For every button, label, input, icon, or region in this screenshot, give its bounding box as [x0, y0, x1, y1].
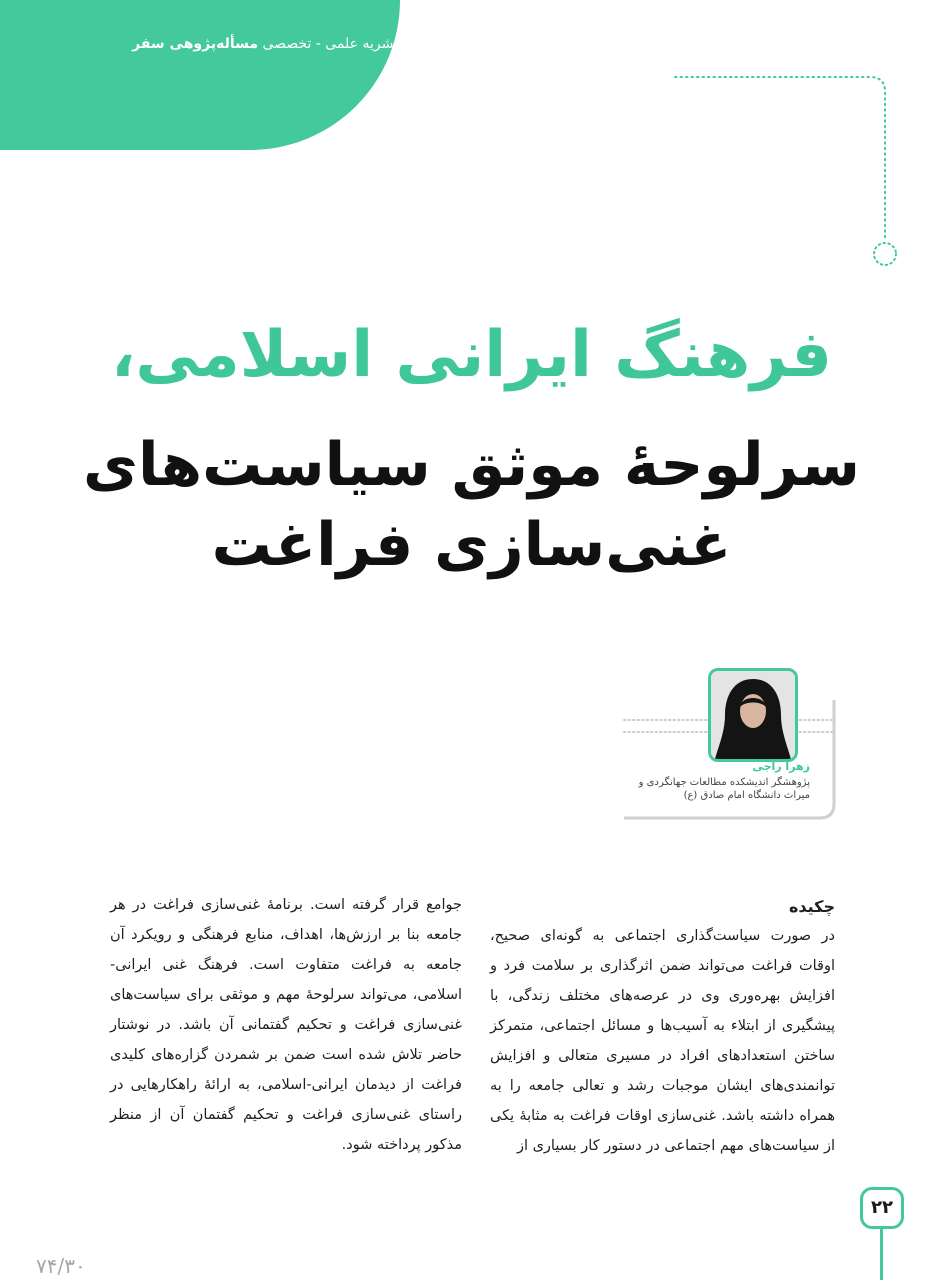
abstract-text-left: جوامع قرار گرفته است. برنامۀ غنی‌سازی فراغت در هر جامعه بنا بر ارزش‌ها، اهداف، منابع فرهنگی و رویکرد آن جامعه به فراغت متفاوت است. فرهنگ غنی ایرانی-اسلامی، می‌تواند سرلوحۀ مهم و موثقی برای سیاست‌های غنی‌سازی فراغت و تحکیم گفتمانی آن باشد. در نوشتار حاضر تلاش شده است ضمن بر شمردن گزاره‌های کلیدی فراغت از دیدمان ایرانی-اسلامی، به ارائۀ راهکارهایی در راستای غنی‌سازی فراغت و تحکیم گفتمان آن از منظر مذکور پرداخته شود.	[110, 897, 462, 1153]
abstract-text-right: در صورت سیاست‌گذاری اجتماعی به گونه‌ای صحیح، اوقات فراغت می‌تواند ضمن اثرگذاری بر سلامت فرد و افزایش بهره‌وری وی در عرصه‌های مختلف زندگی، با پیشگیری از ابتلاء به آسیب‌ها و مسائل اجتماعی، متمرکز ساختن استعدادهای افراد در مسیری متعالی و افزایش توانمندی‌های ایشان موجبات رشد و تعالی جامعه را به همراه داشته باشد. غنی‌سازی اوقات فراغت به مثابۀ یکی از سیاست‌های مهم اجتماعی در دستور کار بسیاری از	[490, 928, 835, 1154]
page-number-line	[880, 1229, 883, 1280]
journal-prefix: نشریه علمی - تخصصی	[258, 36, 398, 52]
title-line-2: سرلوحۀ موثق سیاست‌های	[83, 430, 860, 500]
decorative-dotted-line	[0, 0, 943, 280]
title-line-1: فرهنگ ایرانی اسلامی،	[111, 318, 832, 392]
issue-code: ۷۴/۳۰	[36, 1254, 86, 1278]
abstract-left-column	[110, 890, 462, 1160]
title-line-3: غنی‌سازی فراغت	[211, 510, 732, 580]
journal-name: مسأله‌پژوهی سفر	[132, 36, 258, 52]
abstract-heading: چکیده	[788, 897, 835, 916]
author-box	[620, 660, 840, 825]
author-photo	[708, 668, 798, 762]
author-affiliation: پژوهشگر اندیشکده مطالعات جهانگردی و میراث دانشگاه امام صادق (ع)	[638, 777, 810, 801]
author-name: زهرا راجی	[752, 760, 810, 773]
abstract-right-column	[490, 895, 835, 1161]
page-number: ۲۲	[860, 1187, 904, 1229]
